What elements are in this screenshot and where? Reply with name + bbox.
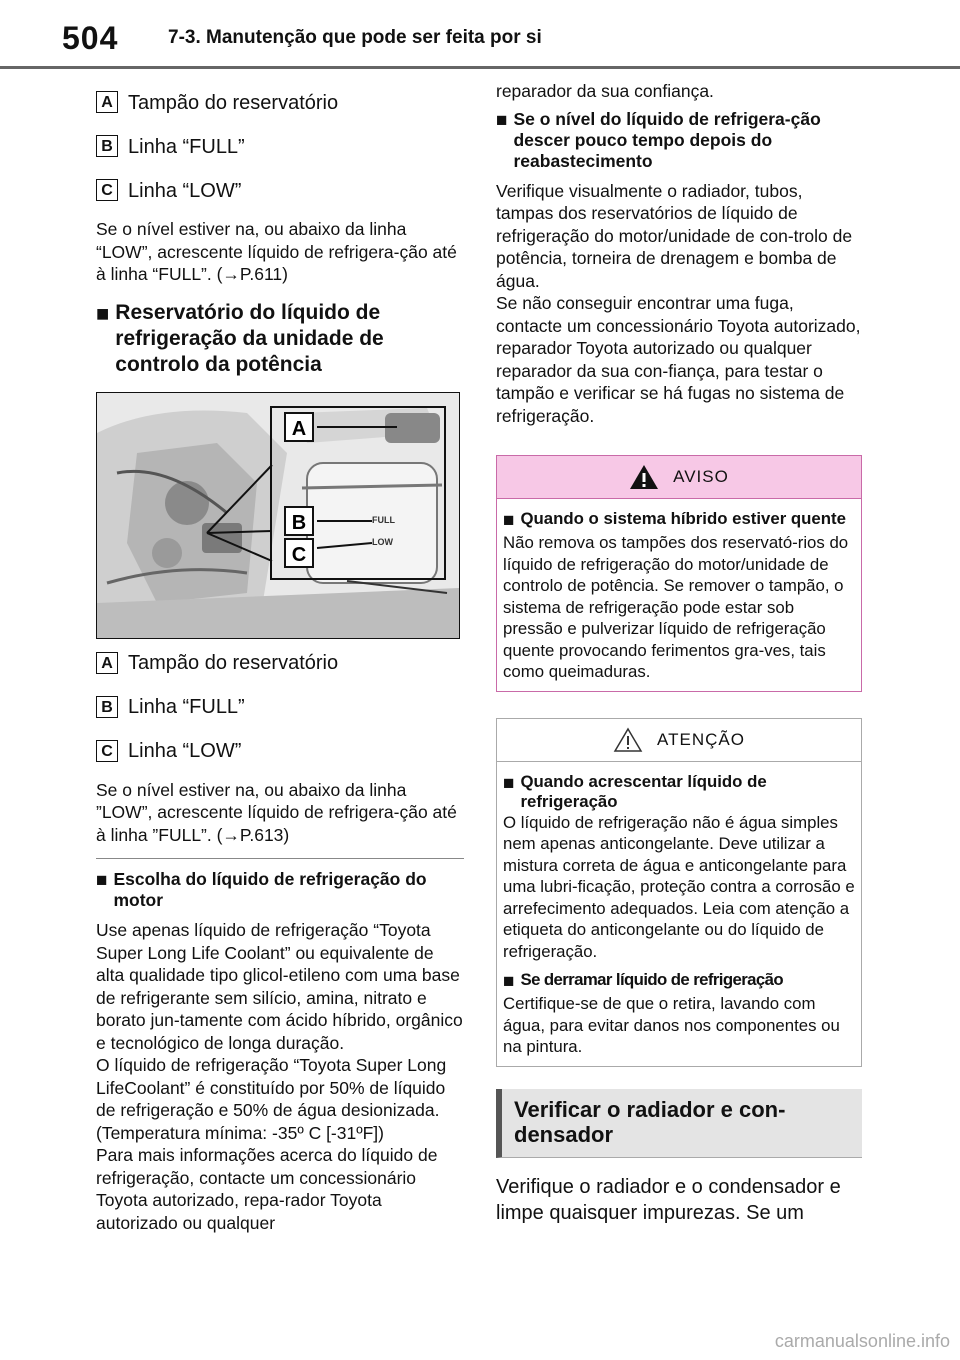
section-title: Se derramar líquido de refrigeração [520,970,784,989]
label-tag: C [96,179,118,201]
section-heading [496,109,862,172]
legend-item-c [96,729,464,773]
paragraph: O líquido de refrigeração não é água simples nem apenas anticongelante. Deve utilizar a mistura correta de água e anticongelante para uma lubri-ficação, proteção contra a corrosão e arrefecimento adequados. Leia com atenção a etiqueta do anticongelante ou do líquido de refrigeração. [503,812,855,961]
label-tag: C [96,740,118,762]
caution-box [496,718,862,1067]
square-bullet-icon: ■ [503,772,515,794]
legend-item-b [96,124,464,168]
watermark: carmanualsonline.info [774,1331,950,1351]
section-title: Quando acrescentar líquido de refrigeração [520,771,767,811]
figure-tag-c: C [291,543,307,566]
paragraph: Verifique o radiador e o condensador e limpe quaisquer impurezas. Se um [496,1175,841,1224]
right-column [496,80,862,1226]
paragraph: Use apenas líquido de refrigeração “Toyota Super Long Life Coolant” ou equivalente de alta qualidade tipo glicol-etileno com uma base de refrigerante sem silício, amina, nitrato e borato jun-tamente com ácido híbrido, orgânico e tecnológico de longa duração. O líquido de refrigeração “Toyota Super Long LifeCoolant” é constituído por 50% de líquido de refrigeração e 50% de água desionizada. (Temperatura mínima: -35º C [-31ºF]) Para mais informações acerca do líquido de refrigeração, contacte um concessionário Toyota autorizado, repa-rador Toyota autorizado ou qualquer [96,920,463,1233]
reservoir-figure [96,392,460,639]
chapter-title: 7-3. Manutenção que pode ser feita por si [168,27,542,48]
warning-box [496,455,862,692]
legend-text: Tampão do reservatório [128,91,339,114]
divider [96,858,464,859]
section-title: Escolha do líquido de refrigeração do motor [113,869,427,910]
caution-triangle-icon [613,727,643,753]
header-rule [0,66,960,69]
section-title: Se o nível do líquido de refrigera-ção descer pouco tempo depois do reabastecimento [513,108,821,171]
label-tag: A [96,91,118,113]
warning-content [497,499,861,691]
section-heading [503,772,855,812]
paragraph: Certifique-se de que o retira, lavando com água, para evitar danos nos componentes ou na pintura. [503,994,840,1056]
legend-item-b [96,685,464,729]
section-heading [96,300,464,378]
caution-heading: ATENÇÃO [657,729,745,749]
square-bullet-icon: ■ [496,109,508,131]
legend-item-c [96,168,464,212]
paragraph: Se o nível estiver na, ou abaixo da linha ”LOW”, acrescente líquido de refrigera-ção até à linha ”FULL”. (→P.613) [96,779,457,845]
label-tag: B [96,696,118,718]
paragraph: Se o nível estiver na, ou abaixo da linha “LOW”, acrescente líquido de refrigera-ção até à linha “FULL”. (→P.611) [96,219,457,284]
paragraph: Verifique visualmente o radiador, tubos, tampas dos reservatórios de líquido de refrigeração do motor/unidade de con-trolo de potência, torneira de drenagem e bomba de água. Se não conseguir encontrar uma fuga, contacte um concessionário Toyota autorizado, reparador Toyota autorizado ou qualquer reparador da sua con-fiança, para testar o tampão e verificar se há fugas no sistema de refrigeração. [496,180,861,426]
caution-header [497,719,861,762]
legend-item-a [96,641,464,685]
warning-heading: AVISO [673,467,729,486]
legend-item-a [96,80,464,124]
section-heading [503,509,855,532]
legend-text: Linha “LOW” [128,740,242,762]
legend-text: Linha “FULL” [128,135,245,158]
caution-content [497,762,861,1066]
section-heading [96,869,464,911]
square-bullet-icon: ■ [96,870,108,891]
legend-text: Tampão do reservatório [128,652,339,674]
legend-text: Linha “FULL” [128,696,245,718]
full-mark: FULL [372,514,395,525]
square-bullet-icon: ■ [503,510,515,531]
square-bullet-icon: ■ [96,300,110,326]
left-column [96,80,464,1234]
square-bullet-icon: ■ [503,971,515,992]
paragraph: Não remova os tampões dos reservató-rios do líquido de refrigeração do motor/unidade de controlo de potência. Se remover o tampão, o sistema de refrigeração pode estar sob pressão e pulverizar líquido de refrigeração quente provocando ferimentos gra-ves, tais como queimaduras. [503,533,849,681]
legend-text: Linha “LOW” [128,179,242,202]
warning-header [497,456,861,499]
label-tag: A [96,652,118,674]
section-header: Verificar o radiador e con-densador [496,1089,862,1158]
section-title: Reservatório do líquido de refrigeração da unidade de controlo da potência [115,300,384,376]
engine-bay-illustration [97,393,459,638]
section-title: Quando o sistema híbrido estiver quente [520,509,846,528]
low-mark: LOW [372,536,393,547]
warning-triangle-icon [629,464,659,490]
label-tag: B [96,135,118,157]
figure-tag-a: A [291,417,307,440]
figure-tag-b: B [291,511,307,534]
paragraph: reparador da sua confiança. [496,81,714,101]
page-number: 504 [62,20,119,56]
section-heading [503,970,855,993]
